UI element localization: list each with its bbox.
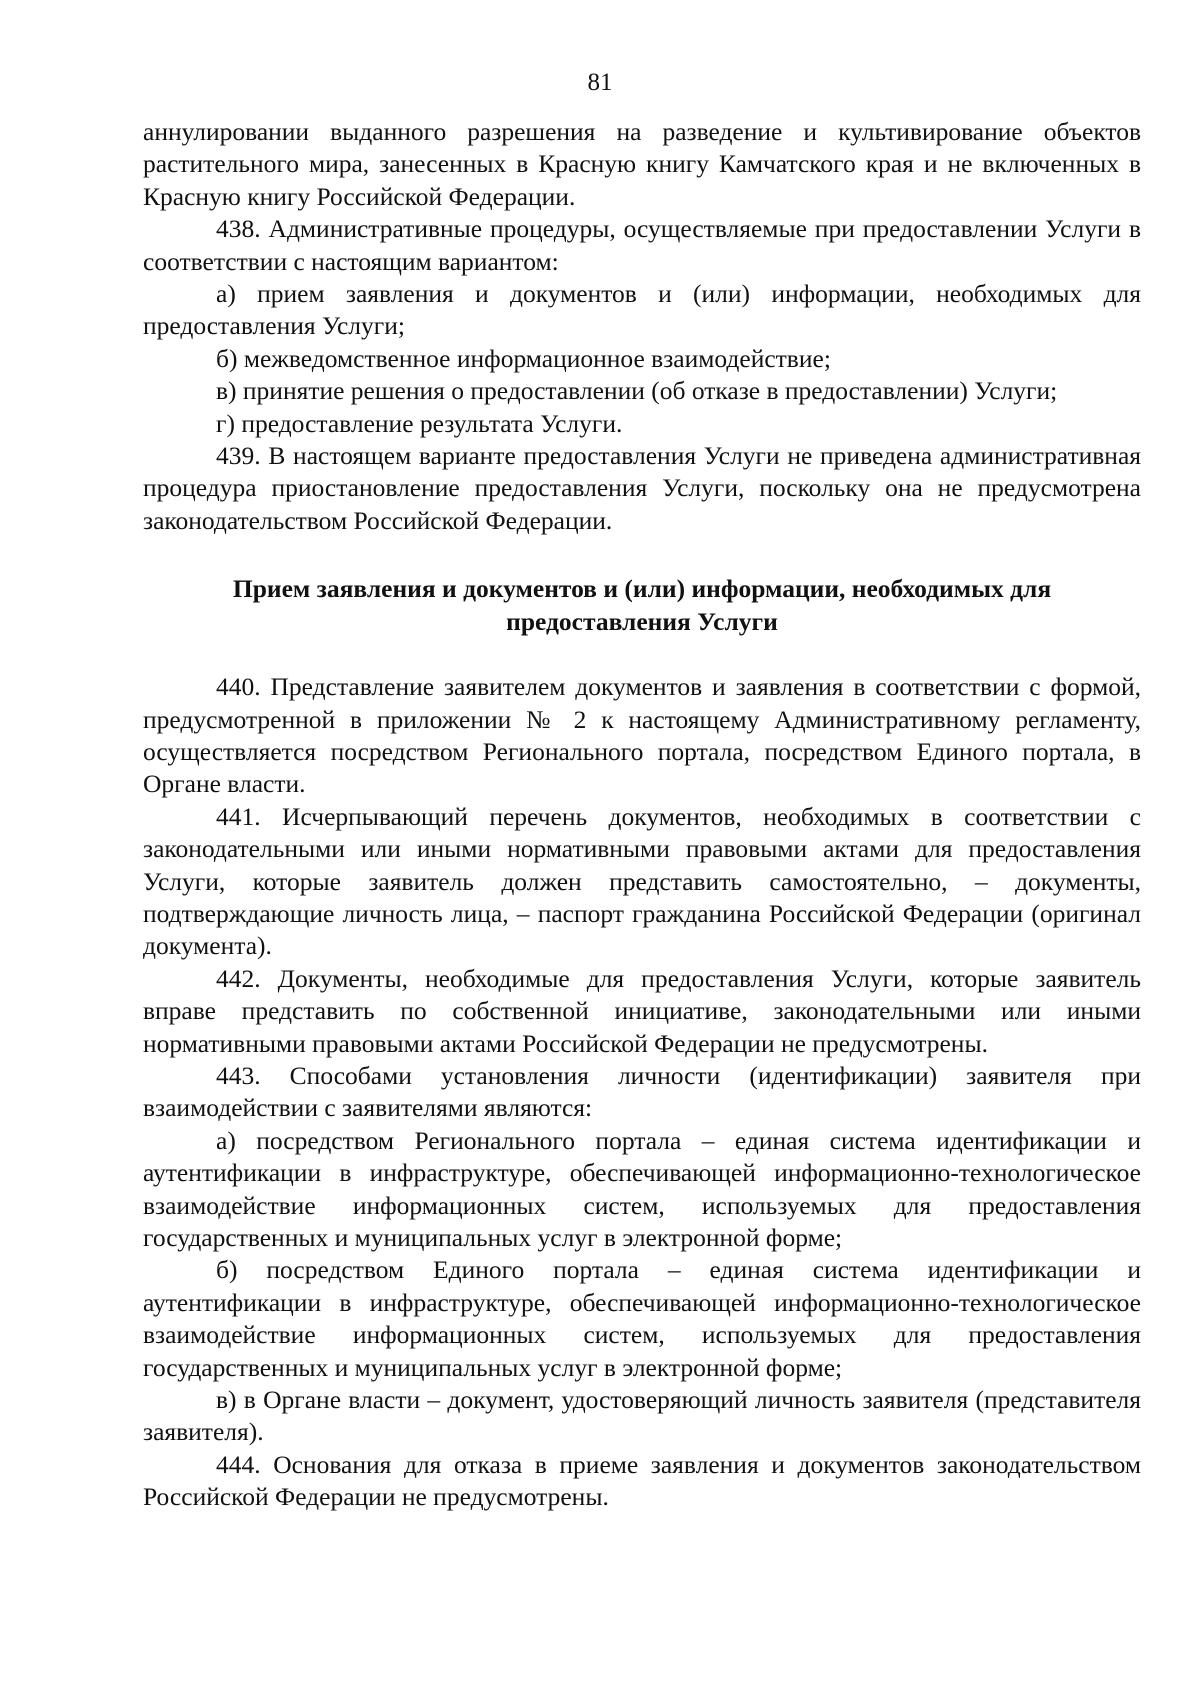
- paragraph: в) в Органе власти – документ, удостоверяющий личность заявителя (представителя заявителя).: [143, 1385, 1141, 1447]
- paragraph: 443. Способами установления личности (идентификации) заявителя при взаимодействии с заявителями являются:: [143, 1060, 1141, 1123]
- paragraph: 444. Основания для отказа в приеме заявления и документов законодательством Российской Федерации не предусмотрены.: [143, 1449, 1141, 1512]
- paragraph: б) посредством Единого портала – единая система идентификации и аутентификации в инфраструктуре, обеспечивающей информационно-технологическое взаимодействие информационных систем, используемых для предоставления государственных и муниципальных услуг в электронной форме;: [143, 1255, 1141, 1382]
- paragraphs-bottom: [143, 671, 1141, 1514]
- page-number: 81: [587, 69, 613, 96]
- paragraph: г) предоставление результата Услуги.: [216, 408, 623, 438]
- paragraph: 440. Представление заявителем документов и заявления в соответствии с формой, предусмотренной в приложении № 2 к настоящему Административному регламенту, осуществляется посредством Регионального портала, посредством Единого портала, в Органе власти.: [143, 672, 1141, 799]
- paragraph: аннулировании выданного разрешения на разведение и культивирование объектов растительного мира, занесенных в Красную книгу Камчатского края и не включенных в Красную книгу Российской Федерации.: [143, 117, 1141, 211]
- paragraph: 438. Административные процедуры, осуществляемые при предоставлении Услуги в соответствии с настоящим вариантом:: [143, 214, 1141, 276]
- paragraph: б) межведомственное информационное взаимодействие;: [216, 343, 831, 373]
- paragraph: 441. Исчерпывающий перечень документов, необходимых в соответствии с законодательными или иными нормативными правовыми актами для предоставления Услуги, которые заявитель должен представить самостоятельно, – документы, подтверждающие личность лица, – паспорт гражданина Российской Федерации (оригинал документа).: [143, 801, 1141, 961]
- paragraphs-top: [143, 116, 1141, 537]
- paragraph: а) посредством Регионального портала – единая система идентификации и аутентификации в инфраструктуре, обеспечивающей информационно-технологическое взаимодействие информационных систем, используемых для предоставления государственных и муниципальных услуг в электронной форме;: [143, 1125, 1141, 1252]
- section-heading-line: предоставления Услуги: [506, 606, 778, 636]
- paragraph: в) принятие решения о предоставлении (об отказе в предоставлении) Услуги;: [216, 376, 1058, 406]
- paragraph: 442. Документы, необходимые для предоставления Услуги, которые заявитель вправе представить по собственной инициативе, законодательными или иными нормативными правовыми актами Российской Федерации не предусмотрены.: [143, 963, 1141, 1058]
- paragraph: а) прием заявления и документов и (или) информации, необходимых для предоставления Услуги;: [143, 279, 1141, 341]
- document-body: [143, 116, 1141, 1514]
- paragraph: 439. В настоящем варианте предоставления Услуги не приведена административная процедура приостановление предоставления Услуги, поскольку она не предусмотрена законодательством Российской Федерации.: [143, 441, 1141, 535]
- section-heading-line: Прием заявления и документов и (или) информации, необходимых для: [232, 574, 1052, 604]
- section-heading: [143, 573, 1141, 638]
